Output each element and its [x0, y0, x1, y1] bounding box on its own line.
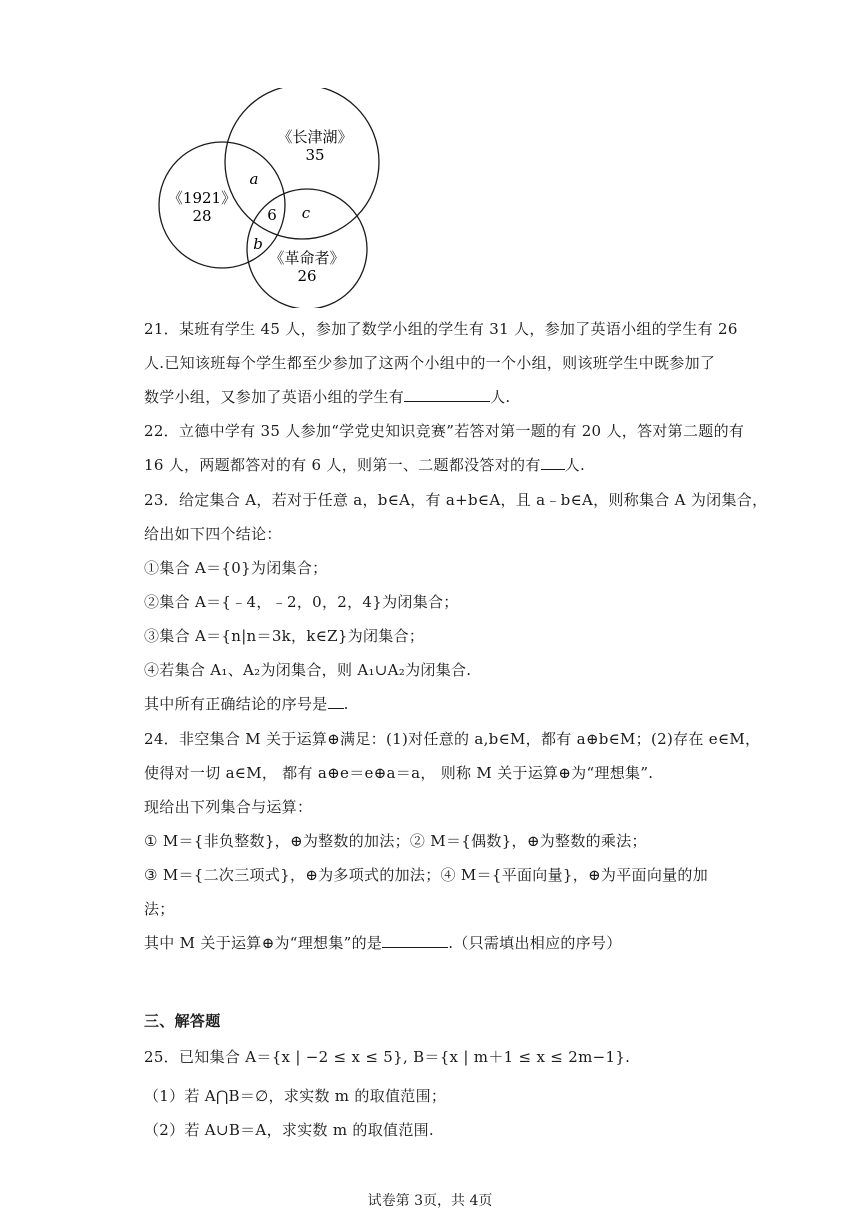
q24-line7-pre: 其中 M 关于运算⊕为“理想集”的是	[144, 934, 383, 952]
q22-line2-post: 人.	[564, 456, 586, 474]
q21-line3	[144, 386, 510, 407]
changjin-title: 《长津湖》	[277, 128, 353, 146]
q22-line1: 22．立德中学有 35 人参加“学党史知识竞赛”若答对第一题的有 20 人，答对第二题的有	[144, 422, 745, 440]
q22-line2	[144, 454, 585, 475]
section-heading: 三、解答题	[144, 1012, 221, 1030]
q24-line7	[144, 932, 622, 953]
q23-line2: 给出如下四个结论：	[144, 525, 282, 543]
q21-line3-pre: 数学小组，又参加了英语小组的学生有	[144, 388, 405, 406]
q23-ask-post: .	[343, 695, 349, 713]
q23-line1: 23．给定集合 A，若对于任意 a，b∈A，有 a+b∈A，且 a﹣b∈A，则称集合 A 为闭集合，	[144, 491, 768, 509]
changjin-count: 35	[305, 146, 325, 164]
q21-line3-post: 人.	[490, 388, 511, 406]
region-b-label: b	[253, 235, 263, 253]
q24-line5: ③ M＝{二次三项式}，⊕为多项式的加法；④ M＝{平面向量}，⊕为平面向量的加	[144, 866, 709, 884]
q21-answer-blank	[404, 387, 490, 402]
venn-diagram	[150, 88, 390, 308]
f1921-count: 28	[192, 207, 212, 225]
region-a-label: a	[249, 170, 259, 188]
q23-option-3: ③集合 A＝{n|n＝3k，k∈Z}为闭集合；	[144, 627, 425, 645]
q25-sub1: （1）若 A⋂B＝∅，求实数 m 的取值范围；	[144, 1087, 447, 1105]
f1921-title: 《1921》	[167, 189, 237, 207]
q25-line1: 25．已知集合 A＝{x | −2 ≤ x ≤ 5}, B＝{x | m＋1 ≤ x ≤ 2m−1}.	[144, 1048, 631, 1066]
q22-answer-blank	[541, 455, 565, 470]
q23-ask-pre: 其中所有正确结论的序号是	[144, 695, 328, 713]
q24-line2: 使得对一切 a∈M， 都有 a⊕e＝e⊕a＝a， 则称 M 关于运算⊕为“理想集”.	[144, 764, 654, 782]
q22-line2-pre: 16 人，两题都答对的有 6 人，则第一、二题都没答对的有	[144, 456, 541, 474]
revolutionary-title: 《革命者》	[269, 249, 345, 267]
q23-option-2: ②集合 A＝{﹣4，﹣2，0，2，4}为闭集合；	[144, 593, 459, 611]
venn-svg	[150, 88, 390, 308]
q21-line1: 21．某班有学生 45 人，参加了数学小组的学生有 31 人，参加了英语小组的学生有 26	[144, 320, 738, 338]
q24-line7-post: .（只需填出相应的序号）	[448, 934, 622, 952]
q23-ask	[144, 693, 349, 714]
region-c-label: c	[301, 204, 311, 222]
q24-answer-blank	[382, 933, 448, 948]
q23-answer-blank	[328, 694, 344, 709]
q23-option-4: ④若集合 A₁、A₂为闭集合，则 A₁∪A₂为闭集合.	[144, 661, 472, 679]
q24-line4: ① M＝{非负整数}，⊕为整数的加法；② M＝{偶数}，⊕为整数的乘法；	[144, 832, 647, 850]
page-footer: 试卷第 3页，共 4页	[367, 1193, 493, 1209]
q24-line1: 24．非空集合 M 关于运算⊕满足：(1)对任意的 a,b∈M，都有 a⊕b∈M；(2)存在 e∈M，	[144, 730, 761, 748]
q21-line2: 人.已知该班每个学生都至少参加了这两个小组中的一个小组，则该班学生中既参加了	[144, 354, 716, 372]
q25-sub2: （2）若 A∪B＝A，求实数 m 的取值范围.	[144, 1121, 434, 1139]
q23-option-1: ①集合 A＝{0}为闭集合；	[144, 559, 328, 577]
q24-line6: 法；	[144, 900, 175, 918]
revolutionary-count: 26	[297, 267, 317, 285]
q24-line3: 现给出下列集合与运算：	[144, 798, 313, 816]
center-count: 6	[267, 206, 277, 224]
